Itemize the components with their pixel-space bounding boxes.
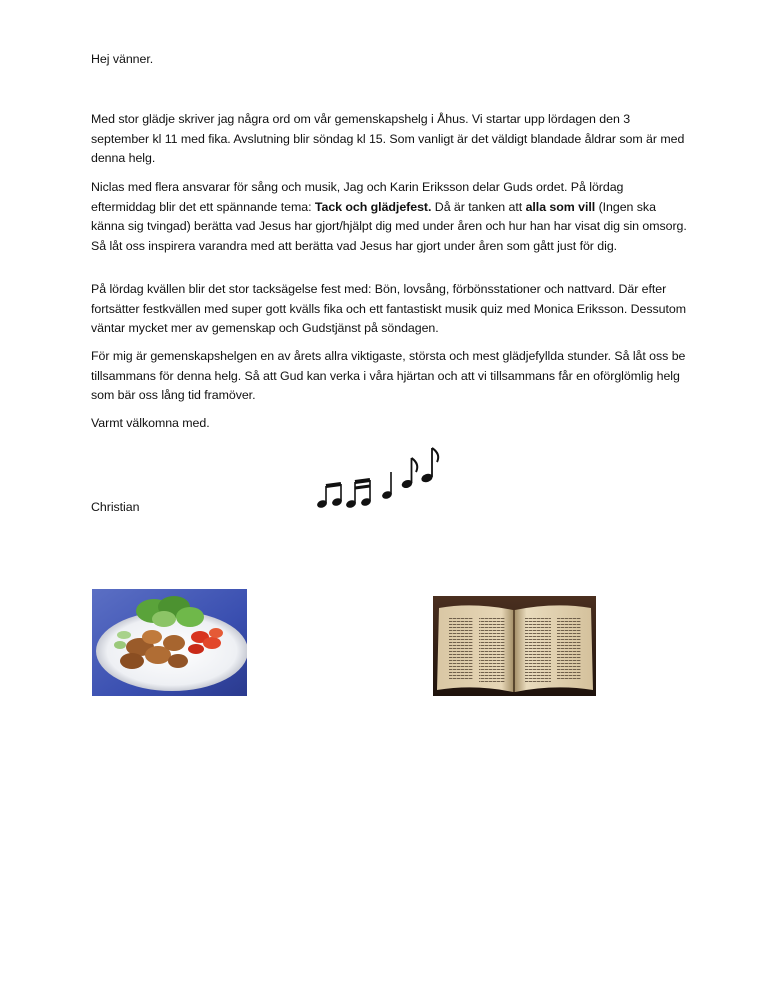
paragraph-prayer: För mig är gemenskapshelgen en av årets allra viktigaste, största och mest glädjefyllda stunder. Så låt oss be tillsammans för denna helg. Så att Gud kan verka i våra hjärtan och att vi tillsammans får en oförglömlig helg som bär oss lång tid framöver. [91, 349, 686, 403]
emphasis-text: alla som vill [525, 199, 596, 214]
music-notes-icon [310, 440, 445, 515]
food-plate-photo [92, 589, 247, 696]
closing-line: Varmt välkomna med. [91, 416, 210, 430]
open-bible-photo [433, 596, 596, 696]
greeting: Hej vänner. [91, 52, 154, 66]
paragraph-program [91, 178, 691, 256]
paragraph-program-part1: Niclas med flera ansvarar för sång och musik, Jag och Karin Eriksson delar Guds ordet. På lördag eftermiddag blir det ett spännande tema: [91, 180, 624, 214]
paragraph-program-part3: (Ingen ska känna sig tvingad) berätta vad Jesus har gjort/hjälpt dig med under åren och hur han har visat dig sin omsorg. Så låt oss inspirera varandra med att berätta vad Jesus har gjort under åren som gått just för dig. [91, 199, 687, 253]
paragraph-intro: Med stor glädje skriver jag några ord om vår gemenskapshelg i Åhus. Vi startar upp lördagen den 3 september kl 11 med fika. Avslutning blir söndag kl 15. Som vanligt är det väldigt blandade åldrar som är med denna helg. [91, 112, 685, 166]
theme-text: Tack och glädjefest. [314, 199, 432, 214]
paragraph-program-part2: Då är tanken att [431, 199, 526, 214]
paragraph-evening: På lördag kvällen blir det stor tacksägelse fest med: Bön, lovsång, förbönsstationer och nattvard. Där efter fortsätter festkvällen med super gott kvälls fika och ett fantastiskt musik quiz med Monica Eriksson. Dessutom väntar mycket mer av gemenskap och Gudstjänst på söndagen. [91, 282, 686, 336]
signature: Christian [91, 500, 140, 514]
